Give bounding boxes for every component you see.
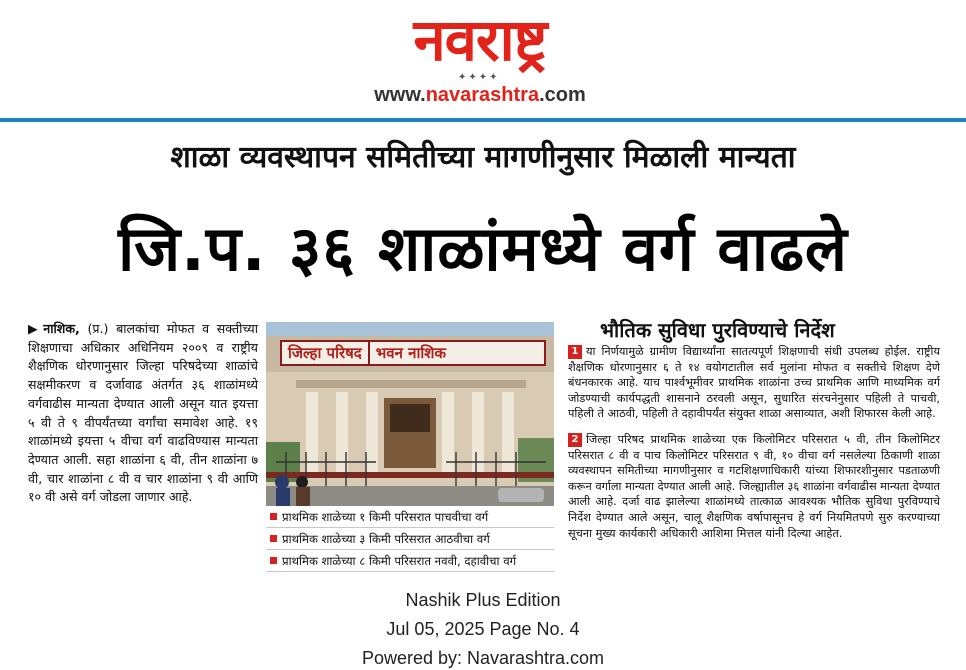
numbered-paragraph: [568, 432, 940, 541]
paragraph-number-badge: 1: [568, 345, 582, 359]
key-point-text: प्राथमिक शाळेच्या १ किमी परिसरात पाचवीचा वर्ग: [282, 510, 489, 524]
paragraph-number-badge: 2: [568, 433, 582, 447]
website-url[interactable]: [320, 84, 640, 107]
numbered-paragraph: [568, 344, 940, 422]
dateline-source: (प्र.): [87, 321, 109, 336]
red-square-bullet-icon: [270, 557, 277, 564]
masthead-divider: [0, 118, 966, 122]
office-signboard: [280, 340, 546, 366]
key-points-list: [266, 506, 554, 572]
paragraph-text: या निर्णयामुळे ग्रामीण विद्यार्थ्यांना सातत्यपूर्ण शिक्षणाची संधी उपलब्ध होईल. राष्ट्रीय शैक्षणिक धोरणानुसार ६ ते १४ वयोगटातील सर्व मुलांना मोफत व सक्तीचे शिक्षण देणे बंधनकारक आहे. याच पार्श्वभूमीवर प्राथमिक शाळांना उच्च प्राथमिक आणि माध्यमिक वर्ग जोडण्याची कार्यपद्धती शासनाने ठरवली असून, सुधारित संरचनेनुसार पहिली ते पाचवी, पहिली ते आठवी, पहिली ते दहावीपर्यंत संयुक्त शाळा असाव्यात, अशी शिफारस केली आहे.: [568, 345, 940, 421]
signboard-left-text: जिल्हा परिषद: [288, 344, 362, 362]
key-point-item: [266, 528, 554, 550]
powered-by-text: Powered by: Navarashtra.com: [361, 648, 605, 668]
article-photo: [266, 322, 554, 506]
key-point-text: प्राथमिक शाळेच्या ८ किमी परिसरात नववी, दहावीचा वर्ग: [282, 554, 517, 568]
dateline: नाशिक,: [43, 321, 80, 336]
key-point-item: [266, 550, 554, 572]
signboard-right-text: भवन नाशिक: [368, 342, 452, 364]
newspaper-logo: नवराष्ट्र: [413, 6, 547, 74]
edition-name: Nashik Plus Edition: [405, 590, 561, 610]
paragraph-text: जिल्हा परिषद प्राथमिक शाळेच्या एक किलोमिटर परिसरात ५ वी, तीन किलोमिटर परिसरात ८ वी व पाच किलोमिटर परिसरात ९ वी, १० वीचा वर्ग नसलेल्या ठिकाणी शाळा व्यवस्थापन समितीच्या मागणीनुसार व गटशिक्षणाधिकारी यांच्या शिफारशीनुसार पडताळणी करून वर्गाला मान्यता देण्यात आली आहे. जिल्ह्यातील ३६ शाळांना वर्गवाढीस मान्यता देण्यात आली आहे. दर्जा वाढ झालेल्या शाळांमध्ये तात्काळ आवश्यक भौतिक सुविधा पुरविण्याचे निर्देश देण्यात आले असून, चालू शैक्षणिक वर्षापासूनच हे वर्ग नियमितपणे सुरु करण्याच्या सूचना मुख्य कार्यकारी अधिकारी आशिमा मित्तल यांनी दिल्या आहेत.: [568, 433, 940, 540]
red-square-bullet-icon: [270, 535, 277, 542]
url-brand: navarashtra: [425, 84, 540, 106]
url-suffix: .com: [539, 84, 586, 106]
article-body-text: बालकांचा मोफत व सक्तीच्या शिक्षणाचा अधिकार अधिनियम २००९ व राष्ट्रीय शैक्षणिक धोरणानुसार जिल्हा परिषदेच्या शाळांचे सक्षमीकरण व दर्जावाढ अंतर्गत ३६ शाळांमध्ये वर्गवाढीस मान्यता देण्यात आली असून यात इयत्ता ५ वी ते ९ वीपर्यंतच्या वर्गांचा समावेश आहे. १९ शाळांमध्ये इयत्ता ५ वीचा वर्ग वाढविण्यास मान्यता देण्यात आली. सहा शाळांना ६ वी, तीन शाळांना ७ वी, चार शाळांना ८ वी व चार शाळांना ९ वी आणि १० वी असे वर्ग जोडला जाणार आहे.: [28, 321, 258, 505]
article-headline: जि.प. ३६ शाळांमध्ये वर्ग वाढले: [118, 212, 848, 285]
edition-date-page: Jul 05, 2025 Page No. 4: [386, 619, 580, 639]
article-subheadline: शाळा व्यवस्थापन समितीच्या मागणीनुसार मिळाली मान्यता: [170, 140, 796, 175]
key-point-item: [266, 506, 554, 528]
sidebar-heading: भौतिक सुविधा पुरविण्याचे निर्देश: [600, 318, 835, 342]
logo-stars: ✦✦✦✦: [458, 72, 500, 83]
article-body: [28, 320, 258, 507]
dateline-arrow-icon: ▶: [28, 321, 42, 336]
masthead: [320, 4, 640, 110]
key-point-text: प्राथमिक शाळेच्या ३ किमी परिसरात आठवीचा वर्ग: [282, 532, 490, 546]
url-prefix: www.: [374, 84, 426, 106]
red-square-bullet-icon: [270, 513, 277, 520]
